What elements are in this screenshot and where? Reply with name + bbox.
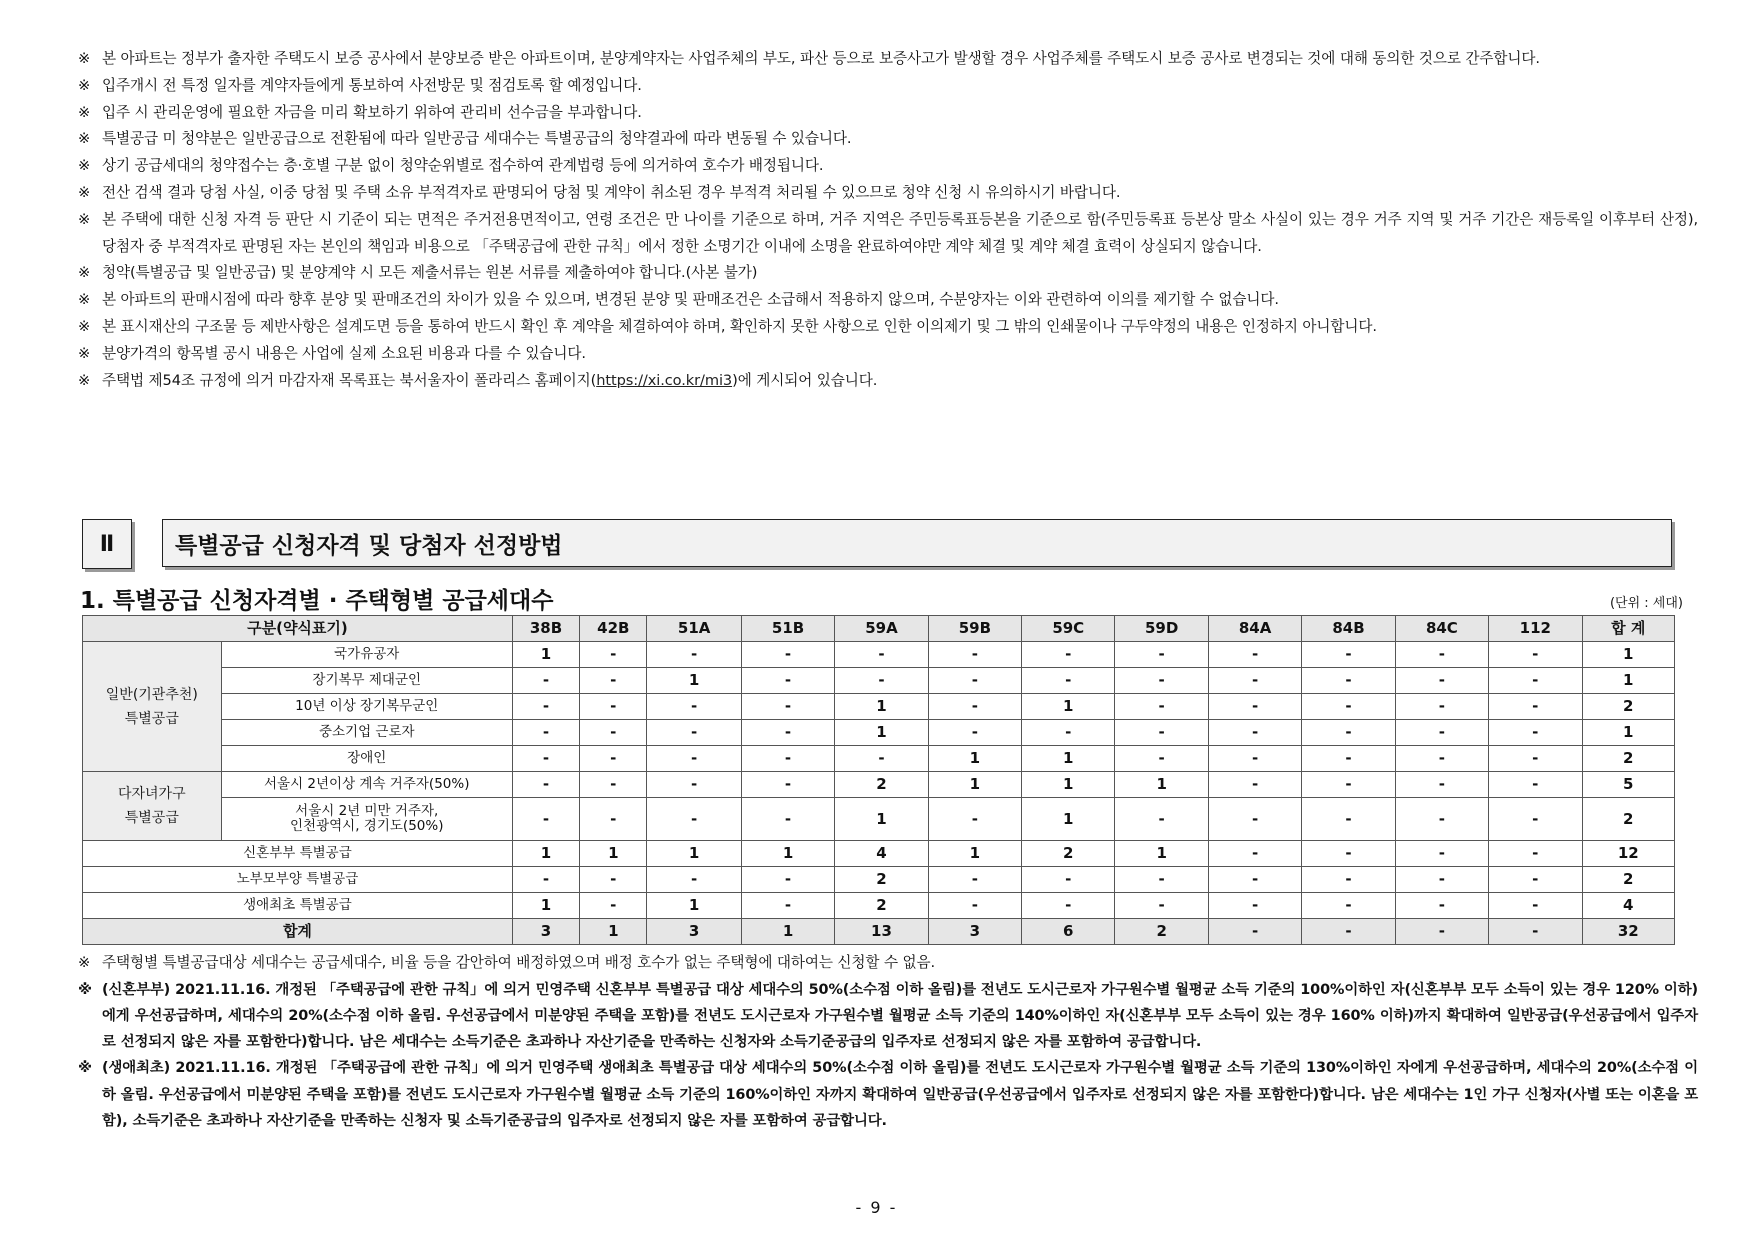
table-cell: - [580, 867, 647, 893]
table-cell: - [1115, 720, 1208, 746]
note-text: 주택형별 특별공급대상 세대수는 공급세대수, 비율 등을 감안하여 배정하였으며 배정 호수가 없는 주택형에 대하여는 신청할 수 없음. [102, 954, 936, 971]
table-cell: 2 [1022, 841, 1115, 867]
table-cell: 1 [835, 798, 928, 841]
table-cell: - [580, 720, 647, 746]
table-cell: - [1208, 720, 1301, 746]
column-header: 84B [1302, 616, 1395, 642]
row-label: 중소기업 근로자 [221, 720, 512, 746]
table-row [83, 642, 1675, 668]
table-row [83, 893, 1675, 919]
table-cell: - [1302, 746, 1395, 772]
table-cell: - [741, 668, 834, 694]
table-cell: 1 [835, 694, 928, 720]
table-cell: - [1395, 720, 1488, 746]
note-mark: ※ [78, 264, 91, 282]
table-cell: - [1489, 841, 1582, 867]
note-text: 주택법 제54조 규정에 의거 마감자재 목록표는 북서울자이 폴라리스 홈페이지( [102, 371, 597, 389]
table-cell: - [1302, 694, 1395, 720]
table-cell: - [1395, 746, 1488, 772]
table-cell: 3 [928, 919, 1021, 945]
table-cell: 1 [928, 746, 1021, 772]
table-cell: - [1395, 798, 1488, 841]
table-cell: - [1302, 772, 1395, 798]
table-cell: 1 [647, 841, 741, 867]
section-header [82, 519, 1682, 569]
table-cell: - [1302, 798, 1395, 841]
note-item [78, 977, 1698, 1056]
table-cell: 4 [1582, 893, 1675, 919]
column-header: 51B [741, 616, 834, 642]
table-cell: - [1022, 893, 1115, 919]
table-cell: - [1395, 893, 1488, 919]
row-label: 서울시 2년 미만 거주자, 인천광역시, 경기도(50%) [221, 798, 512, 841]
table-cell: - [1395, 772, 1488, 798]
table-cell: 2 [1115, 919, 1208, 945]
note-item [78, 950, 1698, 977]
table-cell: - [1115, 798, 1208, 841]
table-row [83, 867, 1675, 893]
table-cell: - [1022, 668, 1115, 694]
table-cell: - [1022, 867, 1115, 893]
column-header: 합 계 [1582, 616, 1675, 642]
table-cell: - [1115, 694, 1208, 720]
table-cell: - [928, 694, 1021, 720]
notes-top [78, 46, 1698, 394]
table-cell: - [1489, 919, 1582, 945]
note-text: 특별공급 미 청약분은 일반공급으로 전환됨에 따라 일반공급 세대수는 특별공급의 청약결과에 따라 변동될 수 있습니다. [102, 130, 852, 148]
row-label: 생애최초 특별공급 [83, 893, 513, 919]
table-cell: - [512, 746, 579, 772]
table-row [83, 694, 1675, 720]
note-mark: ※ [78, 291, 91, 309]
table-row [83, 720, 1675, 746]
note-mark: ※ [78, 130, 91, 148]
note-text: 입주 시 관리운영에 필요한 자금을 미리 확보하기 위하여 관리비 선수금을 부과합니다. [102, 103, 642, 121]
note-mark: ※ [78, 954, 91, 971]
table-cell: - [1208, 798, 1301, 841]
table-cell: - [1489, 893, 1582, 919]
table-cell: - [1208, 867, 1301, 893]
note-text: (신혼부부) 2021.11.16. 개정된 「주택공급에 관한 규칙」에 의거 민영주택 신혼부부 특별공급 대상 세대수의 50%(소수점 이하 올림)를 전년도 도시근로자 가구원수별 월평균 소득 기준의 100%이하인 자(신혼부부 모두 소득이 있는 경우 120% 이하)에게 우선공급하며, 세대수의 20%(소수점 이하 올림. 우선공급에서 미분양된 주택을 포함)를 전년도 도시근로자 가구원수별 월평균 소득 기준의 140%이하인 자(신혼부부 모두 소득이 있는 경우 160% 이하)까지 확대하여 일반공급(우선공급에서 입주자로 선정되지 않은 자를 포함한다)합니다. 남은 세대수는 소득기준은 초과하나 자산기준을 만족하는 신청자와 소득기준공급의 입주자로 선정되지 않은 자를 포함하여 공급합니다. [102, 981, 1698, 1051]
table-header-row [83, 616, 1675, 642]
note-text: 본 표시재산의 구조물 등 제반사항은 설계도면 등을 통하여 반드시 확인 후 계약을 체결하여야 하며, 확인하지 못한 사항으로 인한 이의제기 및 그 밖의 인쇄물이나 구두약정의 내용은 인정하지 아니합니다. [102, 317, 1377, 335]
table-cell: - [928, 720, 1021, 746]
table-cell: - [512, 668, 579, 694]
header-label: 구분(약식표기) [83, 616, 513, 642]
table-cell: 1 [512, 893, 579, 919]
note-item [78, 100, 1698, 127]
table-cell: 5 [1582, 772, 1675, 798]
table-cell: - [1208, 919, 1301, 945]
note-mark: ※ [78, 76, 91, 94]
table-cell: 1 [1022, 694, 1115, 720]
note-item [78, 260, 1698, 287]
table-cell: - [580, 798, 647, 841]
table-cell: - [741, 746, 834, 772]
table-cell: 1 [1115, 841, 1208, 867]
table-cell: - [647, 798, 741, 841]
table-cell: - [1208, 642, 1301, 668]
table-cell: - [1489, 772, 1582, 798]
column-header: 59D [1115, 616, 1208, 642]
table-cell: - [580, 642, 647, 668]
group-label: 일반(기관추천) 특별공급 [83, 642, 222, 772]
supply-table [82, 615, 1675, 945]
note-item [78, 126, 1698, 153]
table-cell: 3 [647, 919, 741, 945]
note-text: 본 아파트는 정부가 출자한 주택도시 보증 공사에서 분양보증 받은 아파트이며, 분양계약자는 사업주체의 부도, 파산 등으로 보증사고가 발생할 경우 사업주체를 주택도시 보증 공사로 변경되는 것에 대해 동의한 것으로 간주합니다. [102, 50, 1540, 67]
table-cell: - [1115, 668, 1208, 694]
table-cell: 1 [1582, 720, 1675, 746]
table-cell: - [580, 893, 647, 919]
subsection-title: 1. 특별공급 신청자격별 · 주택형별 공급세대수 [80, 588, 554, 614]
note-mark: ※ [78, 371, 91, 389]
row-label: 장애인 [221, 746, 512, 772]
row-label: 노부모부양 특별공급 [83, 867, 513, 893]
table-cell: - [1302, 668, 1395, 694]
row-label: 서울시 2년이상 계속 거주자(50%) [221, 772, 512, 798]
row-label: 10년 이상 장기복무군인 [221, 694, 512, 720]
note-text: 전산 검색 결과 당첨 사실, 이중 당첨 및 주택 소유 부적격자로 판명되어 당첨 및 계약이 취소된 경우 부적격 처리될 수 있으므로 청약 신청 시 유의하시기 바랍니다. [102, 183, 1121, 201]
note-text: 상기 공급세대의 청약접수는 층·호별 구분 없이 청약순위별로 접수하여 관계법령 등에 의거하여 호수가 배정됩니다. [102, 157, 824, 175]
table-cell: 1 [1115, 772, 1208, 798]
unit-label: (단위 : 세대) [1609, 596, 1683, 611]
group-label: 다자녀가구 특별공급 [83, 772, 222, 841]
table-row [83, 746, 1675, 772]
note-item [78, 180, 1698, 207]
table-cell: - [647, 694, 741, 720]
table-row [83, 841, 1675, 867]
column-header: 112 [1489, 616, 1582, 642]
table-cell: 3 [512, 919, 579, 945]
column-header: 59B [928, 616, 1021, 642]
table-cell: - [512, 772, 579, 798]
table-cell: - [741, 867, 834, 893]
table-cell: - [647, 720, 741, 746]
table-cell: - [928, 798, 1021, 841]
table-cell: - [1489, 642, 1582, 668]
table-cell: 1 [835, 720, 928, 746]
table-cell: 13 [835, 919, 928, 945]
note-text: 본 주택에 대한 신청 자격 등 판단 시 기준이 되는 면적은 주거전용면적이고, 연령 조건은 만 나이를 기준으로 하며, 거주 지역은 주민등록표등본을 기준으로 함(주민등록표 등본상 말소 사실이 있는 경우 거주 지역 및 거주 기간은 재등록일 이후부터 산정), 당첨자 중 부적격자로 판명된 자는 본인의 책임과 비용으로 「주택공급에 관한 규칙」에서 정한 소명기간 이내에 소명을 완료하여야만 계약 체결 및 계약 체결 효력이 상실되지 않습니다. [102, 210, 1698, 255]
table-cell: - [928, 668, 1021, 694]
homepage-link[interactable]: https://xi.co.kr/mi3 [596, 371, 733, 389]
table-cell: - [741, 694, 834, 720]
table-cell: - [741, 720, 834, 746]
table-cell: - [741, 642, 834, 668]
table-cell: 1 [1022, 772, 1115, 798]
table-cell: 1 [647, 893, 741, 919]
column-header: 38B [512, 616, 579, 642]
note-item [78, 153, 1698, 180]
table-cell: 1 [928, 841, 1021, 867]
section-title: 특별공급 신청자격 및 당첨자 선정방법 [162, 519, 1672, 567]
table-cell: 1 [512, 841, 579, 867]
table-cell: - [1489, 746, 1582, 772]
table-cell: 2 [1582, 867, 1675, 893]
table-cell: - [512, 720, 579, 746]
table-cell: - [647, 867, 741, 893]
note-text: 청약(특별공급 및 일반공급) 및 분양계약 시 모든 제출서류는 원본 서류를 제출하여야 합니다.(사본 불가) [102, 264, 758, 282]
table-cell: - [1395, 867, 1488, 893]
table-cell: 1 [512, 642, 579, 668]
table-cell: - [647, 772, 741, 798]
table-cell: 2 [835, 772, 928, 798]
note-item [78, 73, 1698, 100]
note-item [78, 207, 1698, 261]
section-number: Ⅱ [82, 519, 132, 569]
table-row [83, 798, 1675, 841]
table-cell: - [1208, 694, 1301, 720]
note-mark: ※ [78, 103, 91, 121]
table-cell: - [1302, 720, 1395, 746]
table-cell: - [1208, 772, 1301, 798]
note-item [78, 1055, 1698, 1134]
table-cell: 1 [741, 919, 834, 945]
row-label: 신혼부부 특별공급 [83, 841, 513, 867]
table-cell: - [741, 893, 834, 919]
table-cell: - [580, 694, 647, 720]
table-row [83, 772, 1675, 798]
table-cell: - [835, 668, 928, 694]
table-cell: - [580, 746, 647, 772]
table-cell: 1 [1582, 642, 1675, 668]
table-cell: - [1489, 694, 1582, 720]
notes-bottom [78, 950, 1698, 1134]
table-cell: - [835, 642, 928, 668]
note-text: (생애최초) 2021.11.16. 개정된 「주택공급에 관한 규칙」에 의거 민영주택 생애최초 특별공급 대상 세대수의 50%(소수점 이하 올림)를 전년도 도시근로자 가구원수별 월평균 소득 기준의 130%이하인 자에게 우선공급하며, 세대수의 20%(소수점 이하 올림. 우선공급에서 미분양된 주택을 포함)를 전년도 도시근로자 가구원수별 월평균 소득 기준의 160%이하인 자까지 확대하여 일반공급(우선공급에서 입주자로 선정되지 않은 자를 포함한다)합니다. 남은 세대수는 1인 가구 신청자(사별 또는 이혼을 포함), 소득기준은 초과하나 자산기준을 만족하는 신청자 및 소득기준공급의 입주자로 선정되지 않은 자를 포함하여 공급합니다. [102, 1060, 1698, 1129]
table-cell: 2 [835, 867, 928, 893]
note-text: 입주개시 전 특정 일자를 계약자들에게 통보하여 사전방문 및 점검토록 할 예정입니다. [102, 76, 642, 94]
table-cell: 2 [1582, 798, 1675, 841]
column-header: 59C [1022, 616, 1115, 642]
column-header: 51A [647, 616, 741, 642]
table-cell: 1 [580, 919, 647, 945]
table-cell: - [1395, 668, 1488, 694]
table-cell: - [1302, 642, 1395, 668]
note-item [78, 314, 1698, 341]
table-cell: 4 [835, 841, 928, 867]
table-cell: - [1208, 893, 1301, 919]
note-mark: ※ [78, 317, 91, 335]
table-cell: - [647, 746, 741, 772]
table-cell: - [928, 893, 1021, 919]
table-cell: - [1302, 919, 1395, 945]
note-text: 본 아파트의 판매시점에 따라 향후 분양 및 판매조건의 차이가 있을 수 있으며, 변경된 분양 및 판매조건은 소급해서 적용하지 않으며, 수분양자는 이와 관련하여 이의를 제기할 수 없습니다. [102, 291, 1279, 309]
column-header: 59A [835, 616, 928, 642]
page-number: - 9 - [855, 1198, 898, 1217]
table-cell: - [512, 798, 579, 841]
table-cell: - [1115, 867, 1208, 893]
table-cell: - [1208, 746, 1301, 772]
note-mark: ※ [78, 1060, 92, 1077]
table-cell: - [928, 867, 1021, 893]
table-cell: - [1395, 642, 1488, 668]
note-item [78, 341, 1698, 368]
table-cell: - [512, 867, 579, 893]
table-cell: - [1115, 642, 1208, 668]
note-mark: ※ [78, 981, 92, 998]
note-mark: ※ [78, 183, 91, 201]
table-cell: 2 [1582, 746, 1675, 772]
note-text: )에 게시되어 있습니다. [732, 371, 878, 389]
table-cell: - [1489, 720, 1582, 746]
table-cell: - [1395, 694, 1488, 720]
column-header: 84C [1395, 616, 1488, 642]
table-cell: - [741, 772, 834, 798]
note-text: 분양가격의 항목별 공시 내용은 사업에 실제 소요된 비용과 다를 수 있습니다. [102, 344, 586, 362]
table-cell: 1 [928, 772, 1021, 798]
table-cell: - [1489, 867, 1582, 893]
table-cell: 1 [647, 668, 741, 694]
column-header: 42B [580, 616, 647, 642]
table-cell: - [1022, 720, 1115, 746]
table-cell: - [1208, 841, 1301, 867]
table-cell: 6 [1022, 919, 1115, 945]
table-cell: - [1395, 919, 1488, 945]
note-item-link [78, 368, 1698, 395]
table-cell: 1 [580, 841, 647, 867]
table-cell: - [580, 668, 647, 694]
note-mark: ※ [78, 344, 91, 362]
table-cell: - [512, 694, 579, 720]
table-cell: - [647, 642, 741, 668]
table-cell: - [1395, 841, 1488, 867]
row-label: 장기복무 제대군인 [221, 668, 512, 694]
table-cell: 1 [1022, 746, 1115, 772]
table-cell: 2 [1582, 694, 1675, 720]
table-cell: - [741, 798, 834, 841]
total-label: 합계 [83, 919, 513, 945]
table-total-row [83, 919, 1675, 945]
table-cell: 1 [1022, 798, 1115, 841]
note-item [78, 46, 1698, 73]
table-cell: - [1302, 841, 1395, 867]
table-cell: - [1302, 893, 1395, 919]
column-header: 84A [1208, 616, 1301, 642]
table-cell: - [1022, 642, 1115, 668]
table-cell: - [1115, 893, 1208, 919]
table-cell: - [928, 642, 1021, 668]
table-cell: - [580, 772, 647, 798]
table-cell: - [1208, 668, 1301, 694]
table-cell: 1 [1582, 668, 1675, 694]
row-label: 국가유공자 [221, 642, 512, 668]
table-row [83, 668, 1675, 694]
table-cell: - [1489, 798, 1582, 841]
note-mark: ※ [78, 157, 91, 175]
note-mark: ※ [78, 50, 91, 67]
table-cell: 1 [741, 841, 834, 867]
note-mark: ※ [78, 210, 91, 228]
table-cell: 2 [835, 893, 928, 919]
table-cell: - [1115, 746, 1208, 772]
table-cell: 12 [1582, 841, 1675, 867]
table-cell: - [1489, 668, 1582, 694]
table-cell: 32 [1582, 919, 1675, 945]
note-item [78, 287, 1698, 314]
table-cell: - [835, 746, 928, 772]
table-cell: - [1302, 867, 1395, 893]
